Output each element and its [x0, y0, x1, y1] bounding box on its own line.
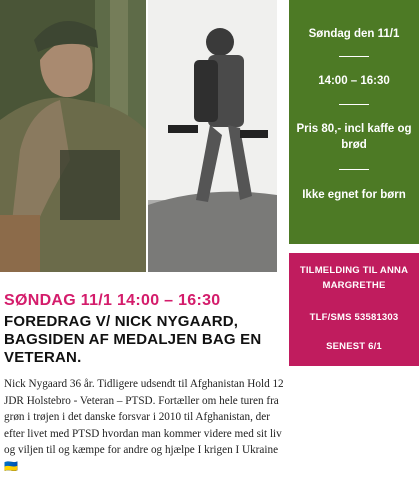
soldier-portrait-illustration [0, 0, 146, 272]
registration-deadline: SENEST 6/1 [326, 341, 382, 352]
schedule-time: 14:00 – 16:30 [318, 75, 390, 87]
schedule-divider [339, 104, 369, 105]
schedule-price: Pris 80,- incl kaffe og brød [296, 123, 412, 151]
schedule-date: Søndag den 11/1 [308, 28, 400, 40]
schedule-divider [339, 56, 369, 57]
schedule-notice: Ikke egnet for børn [302, 189, 406, 201]
soldier-silhouette-photo [148, 0, 277, 272]
soldier-silhouette-illustration [148, 0, 277, 272]
registration-panel [289, 253, 419, 366]
soldier-portrait-photo [0, 0, 146, 272]
event-description: Nick Nygaard 36 år. Tidligere udsendt til Afghanistan Hold 12 JDR Holstebro - Veteran – PTSD. Fortæller om hele turen fra grøn i trøjen i det danske forsvar i 2010 til Afghanistan, der efter livet med PTSD hvordan man kommer videre med sit liv og viljen til og kæmpe for andre og hjælpe I krigen I Ukraine 🇺🇦 [4, 378, 284, 473]
schedule-divider [339, 169, 369, 170]
registration-contact: TILMELDING TIL ANNA MARGRETHE [299, 265, 409, 291]
schedule-panel [289, 0, 419, 244]
event-date-time: SØNDAG 11/1 14:00 – 16:30 [4, 292, 221, 309]
registration-phone: TLF/SMS 53581303 [309, 312, 399, 323]
event-title: FOREDRAG V/ NICK NYGAARD, BAGSIDEN AF MEDALJEN BAG EN VETERAN. [4, 313, 262, 366]
